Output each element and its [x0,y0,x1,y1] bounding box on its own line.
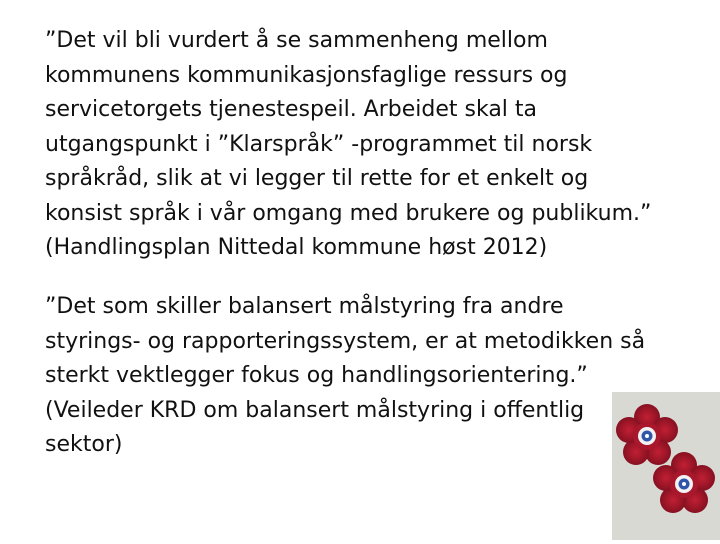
quote-line: styrings- og rapporteringssystem, er at metodikken så [45,328,646,354]
crochet-flowers-photo [612,392,720,540]
quote-line: kommunens kommunikasjonsfaglige ressurs og [45,62,568,88]
quote-line: konsist språk i vår omgang med brukere og publikum.” [45,200,652,226]
quote-line: ”Det som skiller balansert målstyring fra andre [45,294,564,319]
quote-block-2 [45,290,645,463]
quote-source: (Veileder KRD om balansert målstyring i offentlig [45,397,585,423]
quote-source: (Handlingsplan Nittedal kommune høst 2012) [45,235,548,260]
quote-line: servicetorgets tjenestespeil. Arbeidet skal ta [45,97,538,122]
quote-line: ”Det vil bli vurdert å se sammenheng mellom [45,28,548,53]
quote-line: sterkt vektlegger fokus og handlingsorientering.” [45,363,588,388]
quote-line: utgangspunkt i ”Klarspråk” -programmet til norsk [45,131,593,157]
quote-source: sektor) [45,432,123,457]
quote-line: språkråd, slik at vi legger til rette for et enkelt og [45,166,589,191]
quote-block-1 [45,24,651,266]
crochet-flowers-icon [612,392,720,540]
